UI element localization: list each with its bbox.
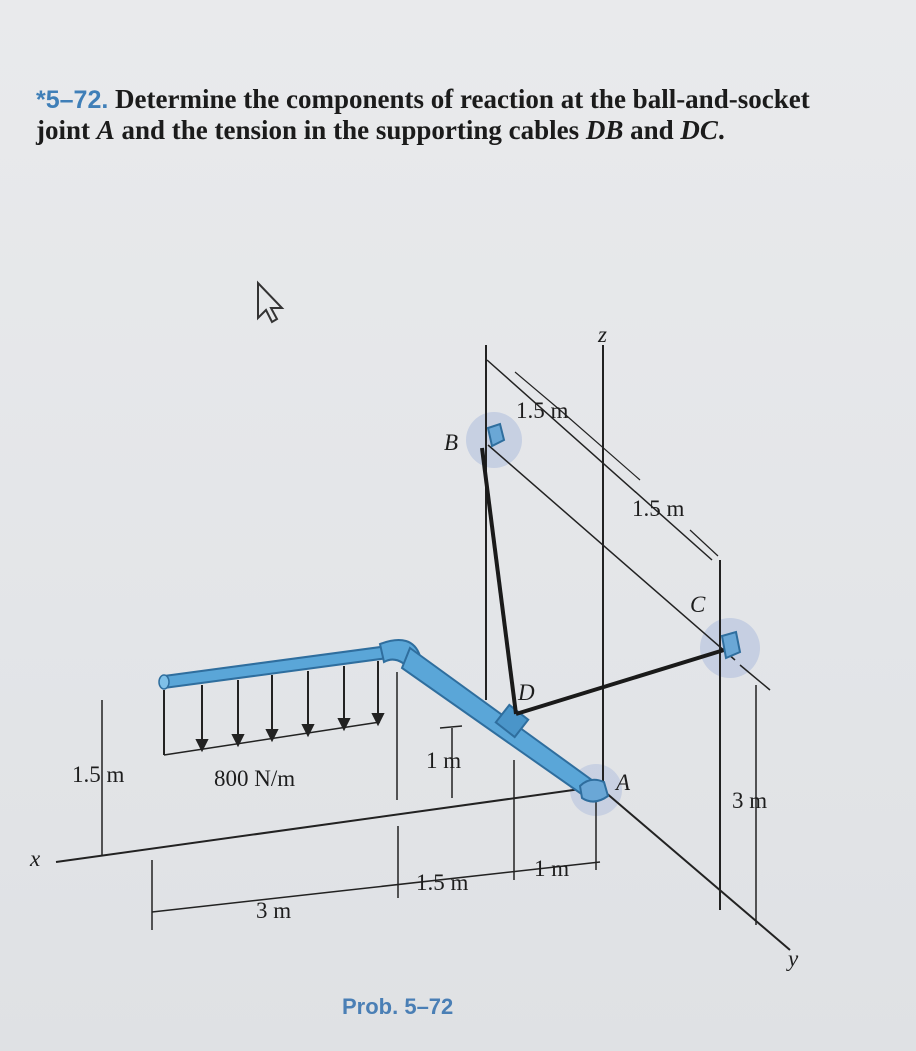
label-x-axis: x (30, 846, 41, 871)
cable-dc (516, 650, 724, 714)
dim-label-3m-bottom: 3 m (256, 898, 292, 923)
cursor-icon (258, 283, 282, 322)
label-z-axis: z (598, 322, 607, 347)
dim-3m-tick (740, 665, 770, 690)
dim-bottom-line (152, 862, 600, 912)
dim-label-1-5-bottom: 1.5 m (416, 870, 469, 895)
dim-label-1m: 1 m (426, 748, 462, 773)
problem-number: *5–72. (36, 86, 109, 114)
cable-db (482, 448, 516, 714)
joint-label: A (96, 115, 115, 145)
label-d: D (518, 680, 535, 705)
figure-caption: Prob. 5–72 (342, 994, 454, 1019)
label-y-axis: y (788, 946, 799, 971)
problem-text-and: and (623, 115, 681, 145)
dim-label-1-5-right: 1.5 m (632, 496, 685, 521)
ball-socket-a (580, 780, 608, 802)
load-label: 800 N/m (214, 766, 296, 791)
dim-label-1-5-top: 1.5 m (516, 398, 569, 423)
wall-line-bc (488, 445, 735, 660)
label-b: B (444, 430, 459, 455)
dim-label-1m-bottom: 1 m (534, 856, 570, 881)
x-axis (56, 786, 602, 862)
cable-db-label: DB (585, 115, 624, 145)
problem-text-2: and the tension in the supporting cables (114, 115, 586, 145)
dim-label-1-5-left: 1.5 m (72, 762, 125, 787)
dim-tick-2 (560, 410, 640, 480)
label-c: C (690, 592, 706, 617)
problem-text-1: Determine the components of reaction at the ball-and-socket joint (36, 84, 810, 145)
dim-1m-top-tick (440, 726, 462, 728)
dim-line-top (487, 360, 712, 560)
cable-dc-label: DC (680, 115, 718, 145)
label-a: A (616, 770, 631, 795)
problem-text-end: . (717, 115, 725, 145)
dim-label-3m-right: 3 m (732, 788, 768, 813)
support-c (722, 632, 740, 658)
